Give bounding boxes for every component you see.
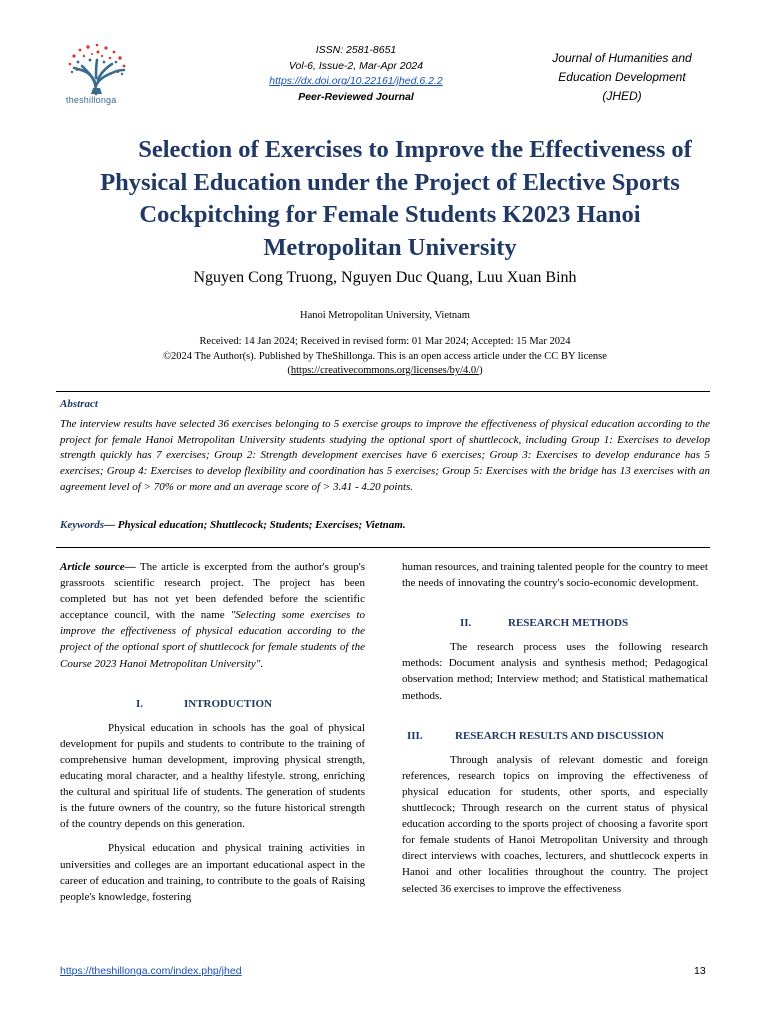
issue-info <box>236 43 476 105</box>
intro-paragraph: Physical education and physical training activities in universities and colleges are an important educational aspect in the career of education and training, to contribute to the goals of Raising people's knowledge, fostering <box>60 842 365 903</box>
left-column <box>60 559 365 905</box>
journal-abbrev: (JHED) <box>602 89 642 103</box>
project-name: "Selecting some exercises to improve the effectiveness of physical education according to the project of the optional sport of shuttlecock for female students of the Course 2023 Hanoi Metropolitan University". <box>60 609 365 670</box>
methods-paragraph: The research process uses the following research methods: Document analysis and synthesis method; Pedagogical observation method; Interview method; and Statistical mathematical methods. <box>402 641 708 702</box>
intro-paragraph: Physical education in schools has the goal of physical development for pupils and students to contribute to the training of comprehensive human development, improving physical strength, educating moral character, and a healthy lifestyle. strong, enriching the cultural and spiritual life of students. The generation of students is the future owners of the country, so the future historical strength of the country depends on this generation. <box>60 721 365 831</box>
title-line: Physical Education under the Project of Elective Sports <box>100 168 680 196</box>
right-column <box>402 559 708 897</box>
keywords-text: — Physical education; Shuttlecock; Students; Exercises; Vietnam. <box>104 519 406 531</box>
section-title: RESEARCH RESULTS AND DISCUSSION <box>455 729 664 742</box>
article-title <box>60 134 720 264</box>
section-number: I. <box>136 697 144 710</box>
article-source <box>60 559 365 672</box>
publication-dates <box>60 335 710 379</box>
paren: ) <box>479 365 483 376</box>
journal-website-link[interactable]: https://theshillonga.com/index.php/jhed <box>60 965 242 977</box>
paren: ( <box>287 365 291 376</box>
journal-name-line: Journal of Humanities and <box>552 51 692 65</box>
abstract-heading: Abstract <box>60 398 98 410</box>
license-link[interactable]: https://creativecommons.org/licenses/by/4.0/ <box>290 365 480 376</box>
section-heading-results <box>402 728 708 744</box>
section-number: III. <box>407 729 423 742</box>
section-heading-methods <box>402 615 708 631</box>
dash: — <box>124 561 140 573</box>
article-source-text: The article is excerpted from the author's group's grassroots scientific research project. The project has been completed but has not yet been defended before the scientific acceptance council, with the name <box>60 561 366 622</box>
section-number: II. <box>460 617 472 630</box>
title-line: Selection of Exercises to Improve the Effectiveness of <box>138 136 692 163</box>
section-title: RESEARCH METHODS <box>508 617 629 630</box>
title-line: Cockpitching for Female Students K2023 Hanoi <box>139 201 641 228</box>
issn: ISSN: 2581-8651 <box>315 44 397 56</box>
copyright-notice: ©2024 The Author(s). Published by TheShillonga. This is an open access article under the CC BY license <box>163 350 607 362</box>
article-source-label: Article source <box>60 561 125 573</box>
section-heading-introduction <box>60 696 365 712</box>
keywords-label: Keywords <box>60 519 104 531</box>
page-number: 13 <box>694 965 706 977</box>
peer-reviewed-label: Peer-Reviewed Journal <box>298 90 414 103</box>
continued-paragraph: human resources, and training talented people for the country to meet the needs of innovating the country's socio-economic development. <box>402 561 708 590</box>
logo-wordmark: theshillonga <box>66 95 117 105</box>
results-paragraph: Through analysis of relevant domestic and foreign references, research topics on improving the effectiveness of physical education for students, other sports, and especially shuttlecock; Through research on the current status of physical education according to the sports project of choosing a favorite sport for female students of Hanoi Metropolitan University and through direct interviews with coaches, lecturers, and shuttlecock experts in Hanoi and other localities throughout the country. The project selected 36 exercises to improve the effectiveness <box>402 753 708 895</box>
doi-link[interactable]: https://dx.doi.org/10.22161/jhed.6.2.2 <box>269 75 443 87</box>
divider <box>56 547 710 548</box>
journal-name-line: Education Development <box>558 70 686 84</box>
received-dates: Received: 14 Jan 2024; Received in revised form: 01 Mar 2024; Accepted: 15 Mar 2024 <box>199 336 571 347</box>
volume-issue: Vol-6, Issue-2, Mar-Apr 2024 <box>288 59 424 72</box>
divider <box>56 391 710 392</box>
abstract-body: The interview results have selected 36 exercises belonging to 5 exercise groups to improve the effectiveness of physical education according to the project for female Hanoi Metropolitan University students studying the optional sport of shuttlecock, including Group 1: Exercises to develop strength quickly has 7 exercises; Group 2: Strength development exercises have 6 exercises; Group 3: Exercises to develop endurance has 5 exercises; Group 4: Exercises to develop flexibility and coordination has 5 exercises; Group 5: Exercises with the bridge has 13 exercises with an agreement level of > 70% or more and an average score of > 3.41 - 4.20 points. <box>60 418 710 493</box>
journal-name <box>528 49 716 106</box>
affiliation: Hanoi Metropolitan University, Vietnam <box>300 310 470 321</box>
title-line: Metropolitan University <box>263 233 517 261</box>
keywords <box>60 519 406 531</box>
section-title: INTRODUCTION <box>184 697 273 710</box>
authors: Nguyen Cong Truong, Nguyen Duc Quang, Luu Xuan Binh <box>193 269 577 286</box>
